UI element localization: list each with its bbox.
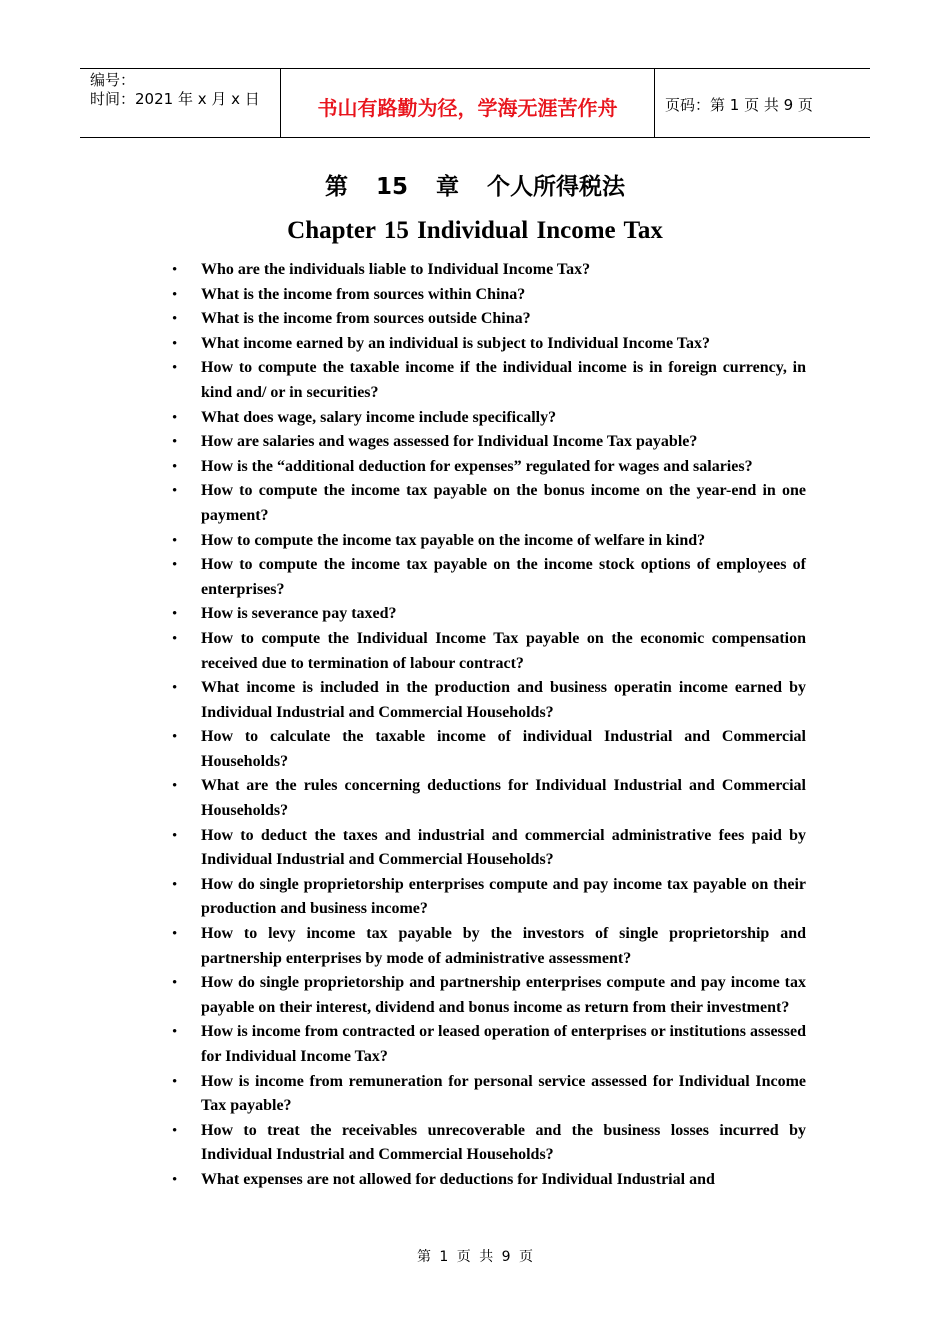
question-item: • How do single proprietorship and partnership enterprises compute and pay income tax payable on their interest, dividend and bonus income as return from their investment? <box>172 971 806 1020</box>
question-item: • How to compute the taxable income if the individual income is in foreign currency, in kind and/ or in securities? <box>172 356 806 405</box>
question-item: • How to compute the income tax payable on the income of welfare in kind? <box>172 529 806 554</box>
page-info-text: 页码：第 1 页 共 9 页 <box>665 95 813 114</box>
question-item: • What are the rules concerning deductions for Individual Industrial and Commercial Households? <box>172 774 806 823</box>
chapter-title-english: Chapter 15 Individual Income Tax <box>287 217 663 244</box>
question-item: • How to deduct the taxes and industrial and commercial administrative fees paid by Individual Industrial and Commercial Households? <box>172 824 806 873</box>
question-item: • How to compute the income tax payable on the income stock options of employees of enterprises? <box>172 553 806 602</box>
document-header <box>80 68 870 138</box>
question-item: • What does wage, salary income include specifically? <box>172 406 806 431</box>
chapter-title-chinese: 第 15 章 个人所得税法 <box>324 174 626 200</box>
question-item: • How to levy income tax payable by the investors of single proprietorship and partnership enterprises by mode of administrative assessment? <box>172 922 806 971</box>
page-info-cell <box>655 69 870 137</box>
question-item: • How is the “additional deduction for expenses” regulated for wages and salaries? <box>172 455 806 480</box>
header-info-cell <box>80 69 281 137</box>
motto-text: 书山有路勤为径，学海无涯苦作舟 <box>317 95 618 120</box>
question-item: • What is the income from sources outside China? <box>172 307 806 332</box>
question-item: • What expenses are not allowed for deductions for Individual Industrial and <box>172 1168 806 1193</box>
motto-cell <box>281 69 655 137</box>
question-item: • How to calculate the taxable income of individual Industrial and Commercial Households? <box>172 725 806 774</box>
question-item: • How to compute the Individual Income Tax payable on the economic compensation received due to termination of labour contract? <box>172 627 806 676</box>
question-item: • How to treat the receivables unrecoverable and the business losses incurred by Individual Industrial and Commercial Households? <box>172 1119 806 1168</box>
question-item: • Who are the individuals liable to Individual Income Tax? <box>172 258 806 283</box>
question-item: • How is severance pay taxed? <box>172 602 806 627</box>
question-item: • How do single proprietorship enterprises compute and pay income tax payable on their production and business income? <box>172 873 806 922</box>
question-item: • What income is included in the production and business operatin income earned by Individual Industrial and Commercial Households? <box>172 676 806 725</box>
number-label: 编号： <box>90 71 136 89</box>
page-footer: 第 1 页 共 9 页 <box>416 1249 534 1265</box>
question-item: • How is income from remuneration for personal service assessed for Individual Income Tax payable? <box>172 1070 806 1119</box>
question-list <box>172 258 806 1193</box>
question-item: • How to compute the income tax payable on the bonus income on the year-end in one payment? <box>172 479 806 528</box>
question-item: • How are salaries and wages assessed for Individual Income Tax payable? <box>172 430 806 455</box>
question-item: • What income earned by an individual is subject to Individual Income Tax? <box>172 332 806 357</box>
question-item: • How is income from contracted or leased operation of enterprises or institutions assessed for Individual Income Tax? <box>172 1020 806 1069</box>
question-item: • What is the income from sources within China? <box>172 283 806 308</box>
time-label: 时间：2021 年 x 月 x 日 <box>90 90 260 108</box>
